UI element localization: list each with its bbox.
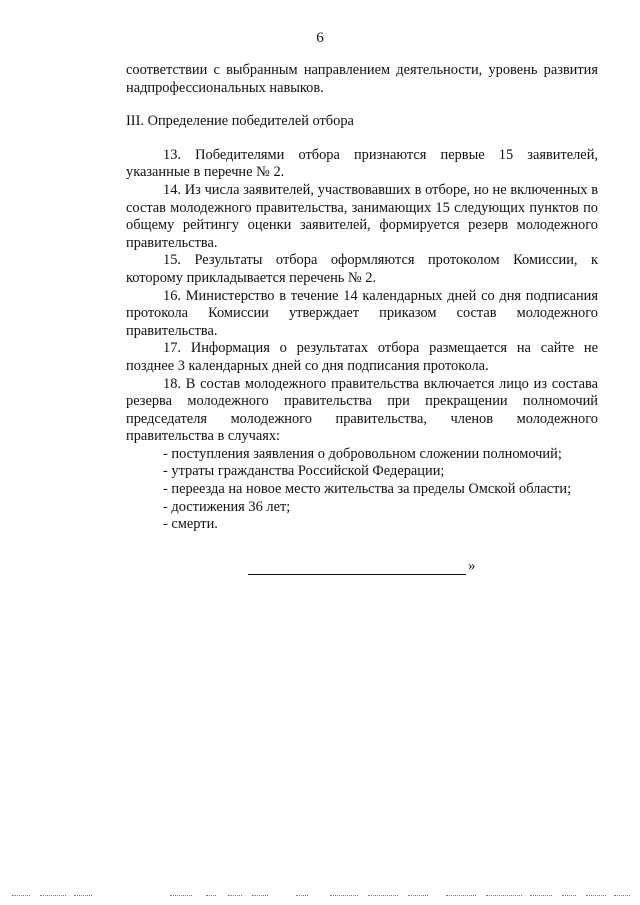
paragraph-18: 18. В состав молодежного правительства включается лицо из состава резерва молодежного правительства при прекращении полномочий председателя молодежного правительства, членов молодежного правительства в случаях: [126, 375, 598, 445]
paragraph-15: 15. Результаты отбора оформляются протоколом Комиссии, к которому прикладывается перечень № 2. [126, 252, 598, 286]
scan-mark [170, 895, 192, 897]
scan-mark [368, 895, 398, 897]
scan-mark [614, 895, 630, 897]
scan-mark [408, 895, 428, 897]
page-number: 6 [316, 30, 324, 46]
scan-mark [446, 895, 476, 897]
scan-mark [586, 895, 606, 897]
scan-mark [40, 895, 66, 897]
paragraph-17: 17. Информация о результатах отбора размещается на сайте не позднее 3 календарных дней со дня подписания протокола. [126, 340, 598, 374]
section-heading: III. Определение победителей отбора [126, 113, 354, 130]
closing-quote: » [468, 558, 476, 574]
paragraph-14: 14. Из числа заявителей, участвовавших в отборе, но не включенных в состав молодежного правительства, занимающих 15 следующих пунктов по общему рейтингу оценки заявителей, формируется резерв молодежного правительства. [126, 181, 598, 251]
scan-mark [228, 895, 242, 897]
scan-mark [296, 895, 308, 897]
closing-line [248, 558, 476, 576]
scan-mark [206, 895, 216, 897]
list-item: - утраты гражданства Российской Федерации; [163, 463, 445, 480]
scan-mark [12, 895, 30, 897]
list-item: - поступления заявления о добровольном сложении полномочий; [163, 445, 562, 462]
paragraph-16: 16. Министерство в течение 14 календарных дней со дня подписания протокола Комиссии утверждает приказом состав молодежного правительства. [126, 287, 598, 339]
scan-mark [252, 895, 268, 897]
scan-mark [562, 895, 576, 897]
scan-mark [330, 895, 358, 897]
scan-mark [530, 895, 552, 897]
continued-paragraph: соответствии с выбранным направлением деятельности, уровень развития надпрофессиональных навыков. [126, 62, 598, 96]
scan-mark [74, 895, 92, 897]
list-item: - переезда на новое место жительства за пределы Омской области; [163, 481, 572, 498]
scan-mark [486, 895, 522, 897]
signature-rule [248, 560, 466, 575]
document-body [126, 62, 598, 534]
scan-edge-marks [0, 895, 640, 899]
paragraph-13: 13. Победителями отбора признаются первые 15 заявителей, указанные в перечне № 2. [126, 146, 598, 181]
list-item: - достижения 36 лет; [163, 498, 291, 515]
list-item: - смерти. [163, 516, 218, 533]
